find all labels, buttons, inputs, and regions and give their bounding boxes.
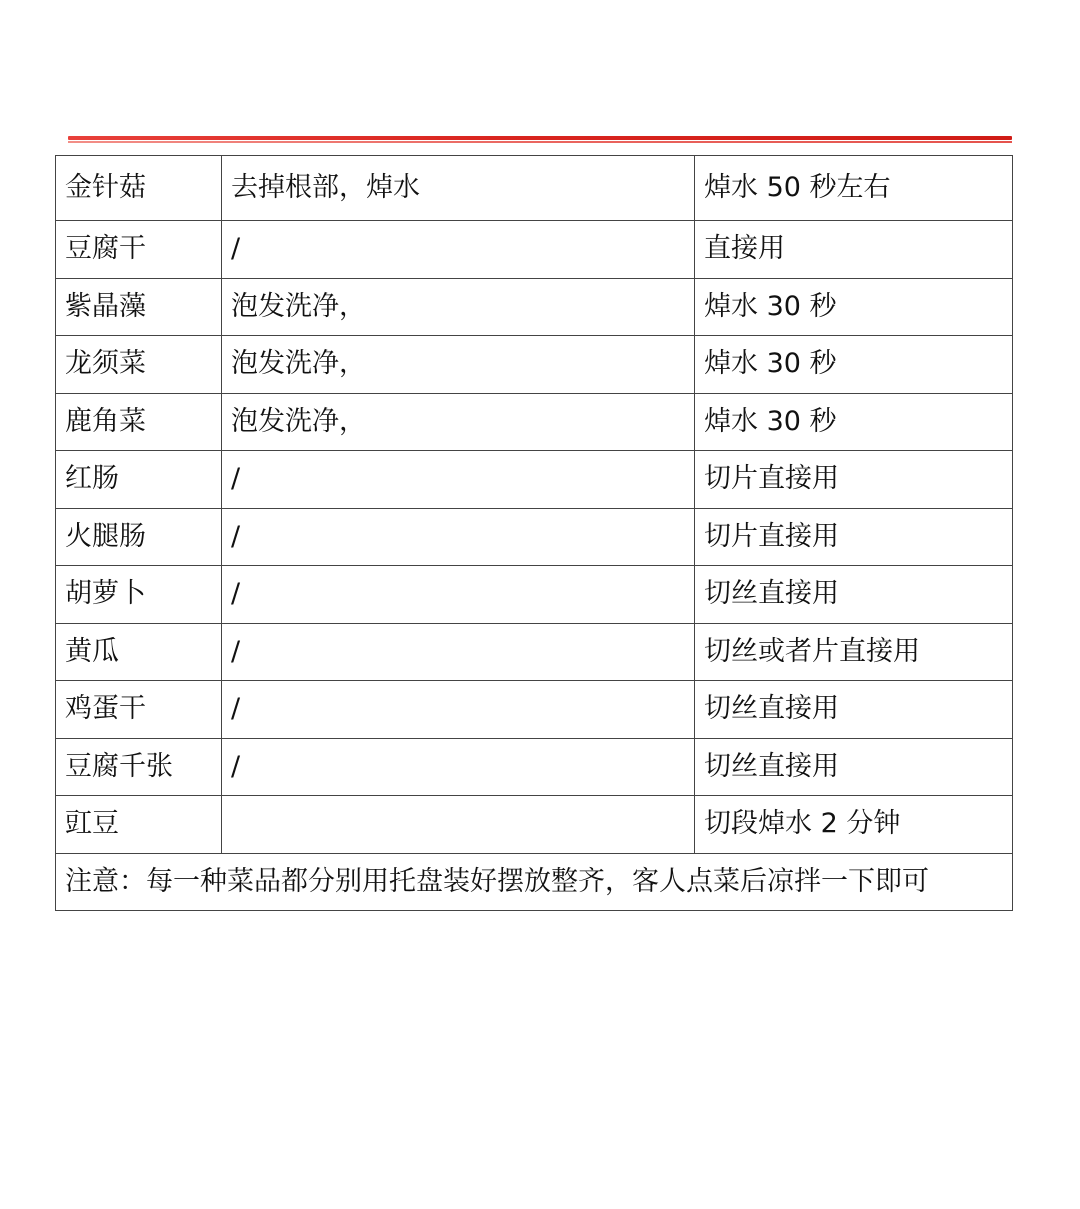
cooking-method-cell: 切丝或者片直接用 [695,623,1013,681]
table-row [56,221,1013,279]
prep-step-cell: / [222,451,695,509]
prep-table-body [56,156,1013,911]
prep-step-cell: 泡发洗净， [222,278,695,336]
ingredient-name-cell: 火腿肠 [56,508,222,566]
ingredient-name-cell: 金针菇 [56,156,222,221]
prep-step-cell: 泡发洗净， [222,336,695,394]
cooking-method-cell: 焯水 30 秒 [695,393,1013,451]
red-rule-thin [68,141,1012,143]
ingredient-name-cell: 豆腐千张 [56,738,222,796]
cooking-method-cell: 直接用 [695,221,1013,279]
table-row [56,156,1013,221]
note-row [56,853,1013,911]
prep-step-cell: / [222,623,695,681]
prep-step-cell: / [222,681,695,739]
ingredient-name-cell: 黄瓜 [56,623,222,681]
ingredient-name-cell: 鸡蛋干 [56,681,222,739]
ingredient-name-cell: 豇豆 [56,796,222,854]
table-row [56,681,1013,739]
red-rule-thick [68,136,1012,140]
cooking-method-cell: 切片直接用 [695,508,1013,566]
ingredient-name-cell: 鹿角菜 [56,393,222,451]
cooking-method-cell: 切段焯水 2 分钟 [695,796,1013,854]
table-row [56,393,1013,451]
prep-step-cell: 泡发洗净， [222,393,695,451]
table-row [56,336,1013,394]
prep-step-cell: / [222,221,695,279]
cooking-method-cell: 切丝直接用 [695,681,1013,739]
cooking-method-cell: 切丝直接用 [695,566,1013,624]
table-row [56,566,1013,624]
cooking-method-cell: 切片直接用 [695,451,1013,509]
prep-step-cell: / [222,566,695,624]
cooking-method-cell: 焯水 30 秒 [695,336,1013,394]
ingredient-name-cell: 紫晶藻 [56,278,222,336]
table-row [56,738,1013,796]
table-row [56,623,1013,681]
ingredient-name-cell: 红肠 [56,451,222,509]
note-cell: 注意：每一种菜品都分别用托盘装好摆放整齐，客人点菜后凉拌一下即可 [56,853,1013,911]
prep-step-cell: / [222,738,695,796]
prep-step-cell: / [222,508,695,566]
table-row [56,796,1013,854]
cooking-method-cell: 切丝直接用 [695,738,1013,796]
red-header-rule [68,136,1012,144]
table-row [56,451,1013,509]
cooking-method-cell: 焯水 50 秒左右 [695,156,1013,221]
table-row [56,508,1013,566]
ingredient-name-cell: 豆腐干 [56,221,222,279]
cooking-method-cell: 焯水 30 秒 [695,278,1013,336]
prep-table [55,155,1013,911]
table-row [56,278,1013,336]
ingredient-name-cell: 龙须菜 [56,336,222,394]
prep-step-cell: 去掉根部，焯水 [222,156,695,221]
prep-step-cell [222,796,695,854]
ingredient-name-cell: 胡萝卜 [56,566,222,624]
